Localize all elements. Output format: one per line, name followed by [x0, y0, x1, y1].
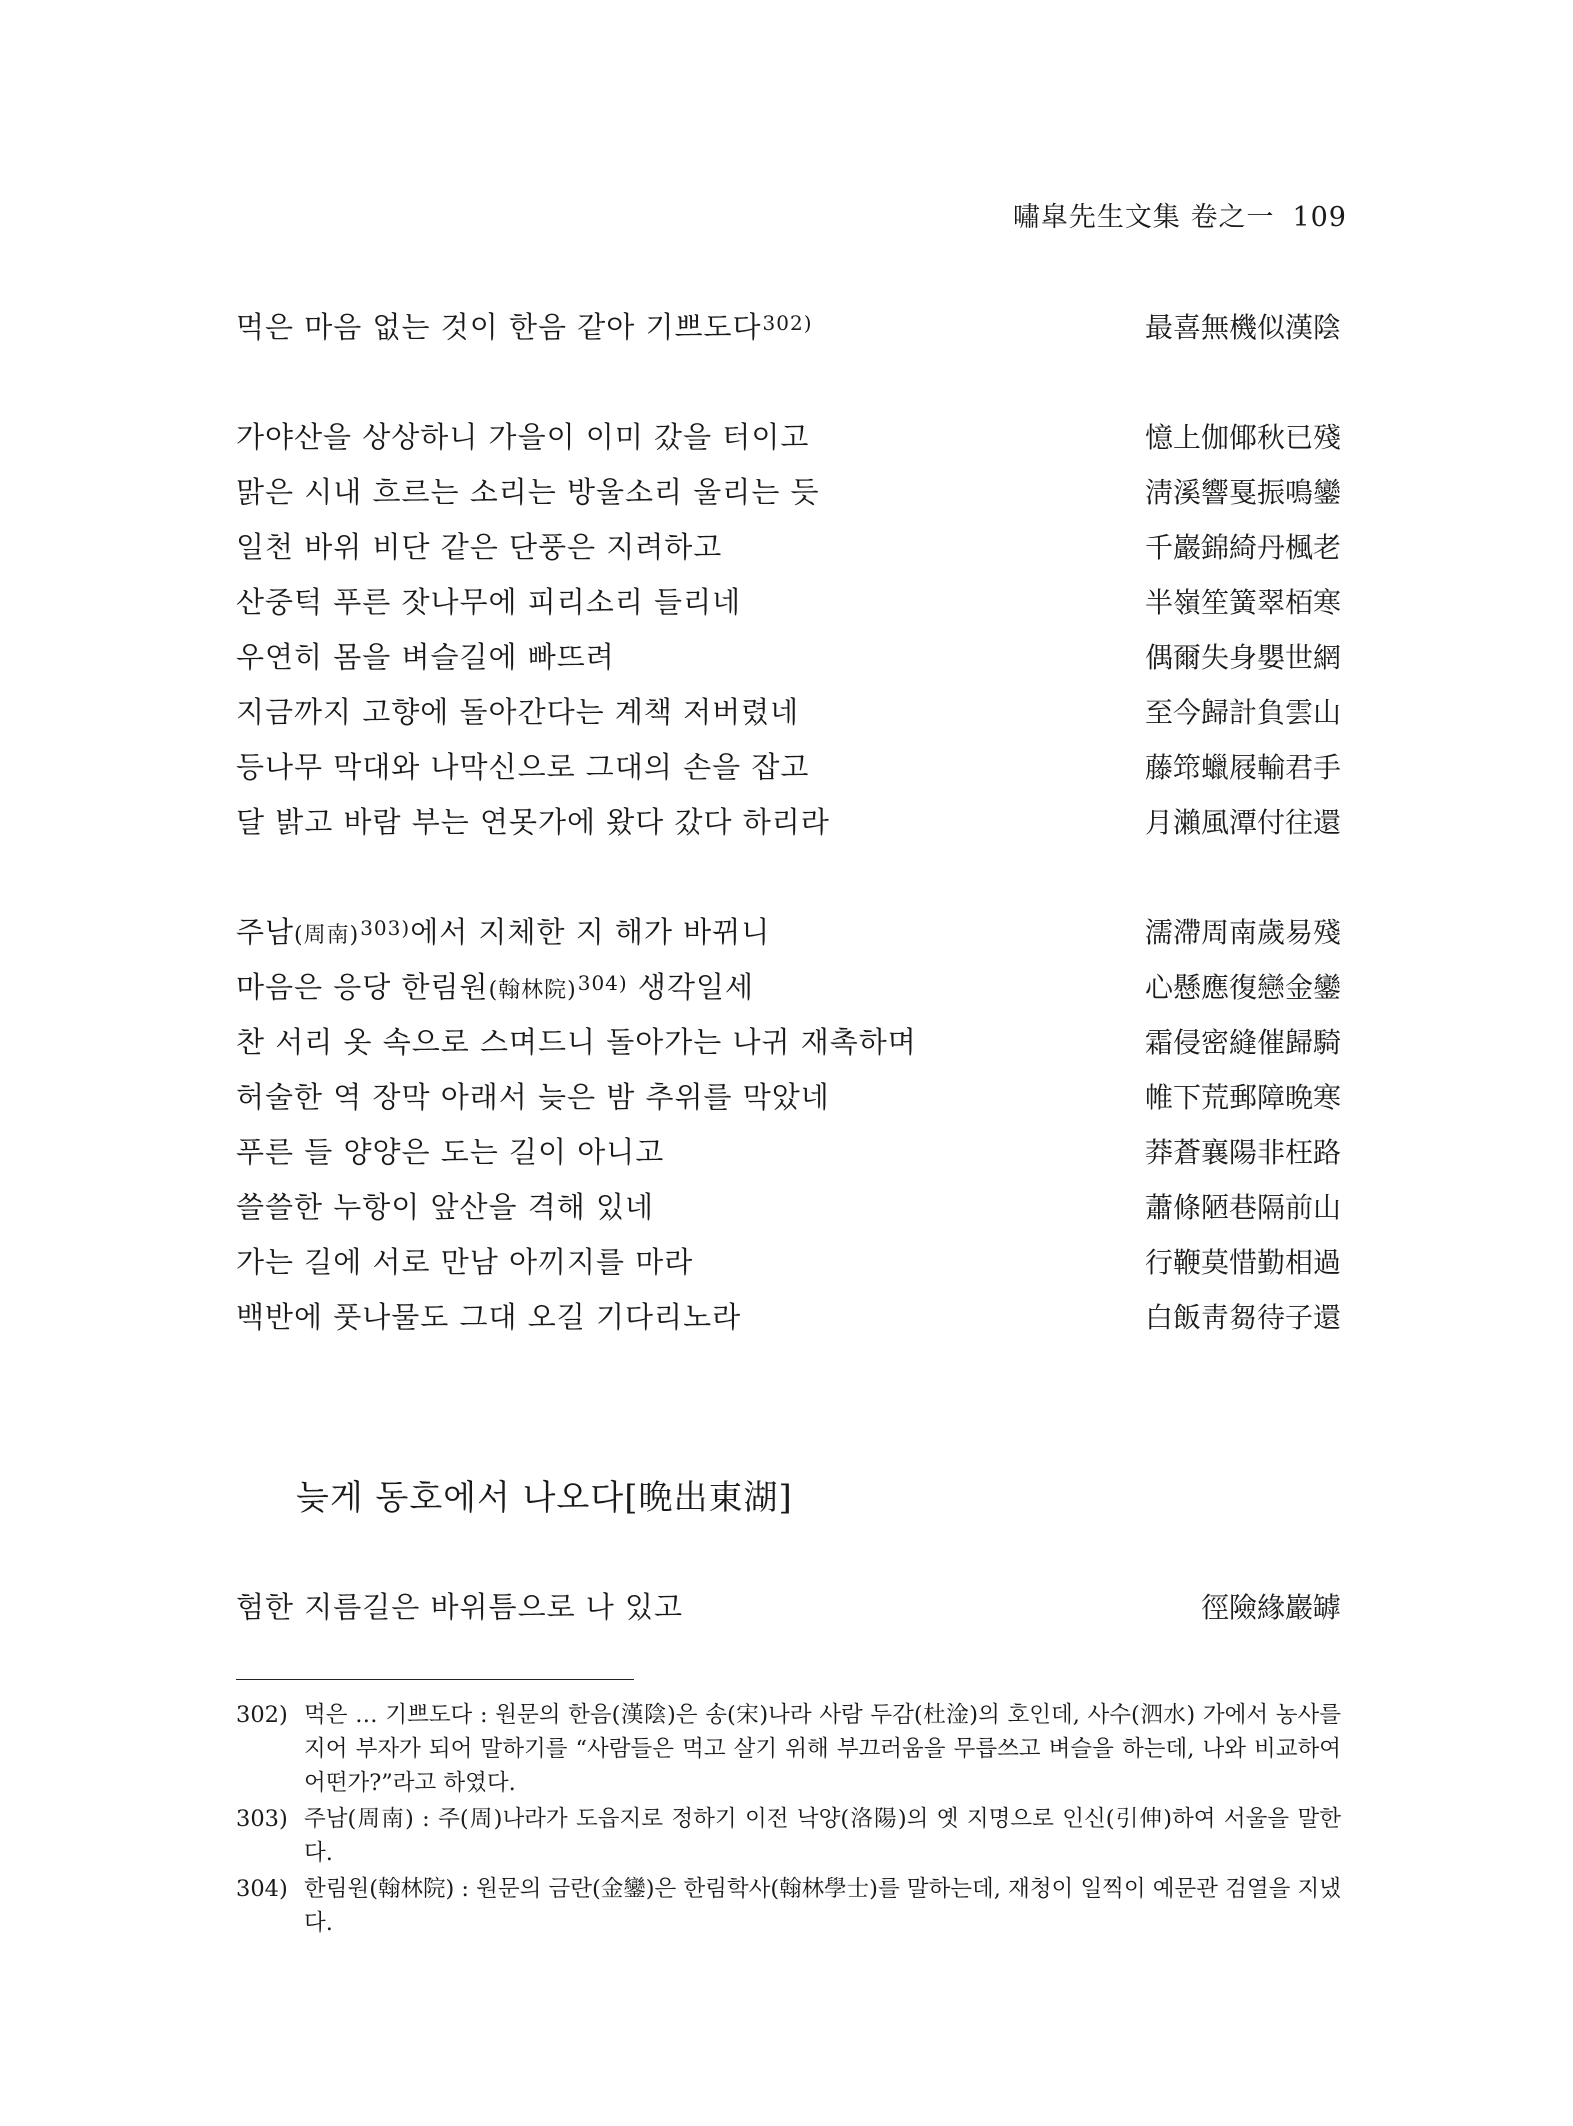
- header-title: 嘯皐先生文集 卷之一: [1012, 202, 1275, 233]
- chinese-text: 千巖錦綺丹楓老: [1144, 531, 1341, 564]
- poem-line: [236, 470, 1341, 525]
- korean-text: 백반에 풋나물도 그대 오길 기다리노라: [236, 1300, 742, 1334]
- chinese-text: 淸溪響戛振鳴鑾: [1144, 476, 1341, 509]
- korean-text: 생각일세: [627, 970, 754, 1004]
- footnote-text: 주남(周南) : 주(周)나라가 도읍지로 정하기 이전 낙양(洛陽)의 옛 지명으로 인신(引伸)하여 서울을 말한다.: [304, 1806, 1341, 1866]
- poem-line: [236, 635, 1341, 690]
- poem-stanza-1: [236, 415, 1341, 855]
- chinese-text: 心懸應復戀金鑾: [1144, 971, 1341, 1004]
- footnotes: [236, 1698, 1341, 1942]
- poem-title: 늦게 동호에서 나오다[晩出東湖]: [296, 1478, 793, 1518]
- hanja-gloss: (翰林院): [488, 978, 577, 1003]
- korean-text: 지금까지 고향에 돌아간다는 계책 저버렸네: [236, 695, 800, 729]
- chinese-text: 半嶺笙簧翠栢寒: [1144, 586, 1341, 619]
- korean-text: 쓸쓸한 누항이 앞산을 격해 있네: [236, 1190, 655, 1224]
- korean-text: 주남: [236, 915, 295, 949]
- chinese-text: 蕭條陋巷隔前山: [1144, 1191, 1341, 1224]
- poem-line: [236, 745, 1341, 800]
- poem-line: [236, 525, 1341, 580]
- poem-line: [236, 965, 1341, 1020]
- chinese-text: 偶爾失身嬰世網: [1144, 641, 1341, 674]
- korean-text: 등나무 막대와 나막신으로 그대의 손을 잡고: [236, 750, 810, 784]
- chinese-text: 最喜無機似漢陰: [1144, 311, 1341, 344]
- chinese-text: 藤筇蠟屐輸君手: [1144, 751, 1341, 784]
- korean-text: 달 밝고 바람 부는 연못가에 왔다 갔다 하리라: [236, 805, 830, 839]
- footnote: [236, 1872, 1341, 1940]
- footnote-ref: 304): [577, 971, 628, 995]
- footnote-number: 303): [236, 1806, 288, 1832]
- korean-text: 마음은 응당 한림원: [236, 970, 489, 1004]
- korean-text: 산중턱 푸른 잣나무에 피리소리 들리네: [236, 585, 742, 619]
- poem-line: [236, 1585, 1341, 1640]
- footnote-number: 304): [236, 1876, 288, 1902]
- footnote: [236, 1802, 1341, 1870]
- poem-line: [236, 690, 1341, 745]
- poem-line: [236, 305, 1341, 360]
- footnote-number: 302): [236, 1702, 288, 1728]
- footnote-divider: [236, 1679, 634, 1680]
- chinese-text: 憶上伽倻秋已殘: [1144, 421, 1341, 454]
- korean-text: 가야산을 상상하니 가을이 이미 갔을 터이고: [236, 420, 810, 454]
- korean-text: 일천 바위 비단 같은 단풍은 지려하고: [236, 530, 723, 564]
- poem-stanza-3: [236, 1585, 1341, 1640]
- footnote-text: 한림원(翰林院) : 원문의 금란(金鑾)은 한림학사(翰林學士)를 말하는데, 재청이 일찍이 예문관 검열을 지냈다.: [304, 1876, 1341, 1936]
- chinese-text: 徑險緣巖罅: [1200, 1591, 1341, 1624]
- poem-line: [236, 1295, 1341, 1350]
- footnote-ref: 302): [762, 311, 813, 335]
- korean-text: 우연히 몸을 벼슬길에 빠뜨려: [236, 640, 615, 674]
- korean-text: 허술한 역 장막 아래서 늦은 밤 추위를 막았네: [236, 1080, 830, 1114]
- poem-stanza-2: [236, 910, 1341, 1350]
- chinese-text: 月瀨風潭付往還: [1144, 806, 1341, 839]
- korean-text: 찬 서리 옷 속으로 스며드니 돌아가는 나귀 재촉하며: [236, 1025, 917, 1059]
- poem-line: [236, 1240, 1341, 1295]
- poem-line: [236, 1130, 1341, 1185]
- poem-line: [236, 415, 1341, 470]
- chinese-text: 白飯靑芻待子還: [1144, 1301, 1341, 1334]
- korean-text: 먹은 마음 없는 것이 한음 같아 기쁘도다: [236, 310, 762, 344]
- poem-line: [236, 800, 1341, 855]
- footnote: [236, 1698, 1341, 1800]
- hanja-gloss: (周南): [294, 923, 360, 948]
- footnote-text: 먹은 … 기쁘도다 : 원문의 한음(漢陰)은 송(宋)나라 사람 두감(杜淦)의 호인데, 사수(泗水) 가에서 농사를 지어 부자가 되어 말하기를 “사람들은 먹고 살기 위해 부끄러움을 무릅쓰고 벼슬을 하는데, 나와 비교하여 어떤가?”라고 하였다.: [304, 1702, 1341, 1796]
- chinese-text: 霜侵密縫催歸騎: [1144, 1026, 1341, 1059]
- korean-text: 에서 지체한 지 해가 바뀌니: [410, 915, 771, 949]
- footnote-ref: 303): [360, 916, 411, 940]
- page-number: 109: [1292, 202, 1347, 233]
- opening-line: [236, 305, 1341, 360]
- poem-line: [236, 1075, 1341, 1130]
- poem-line: [236, 1185, 1341, 1240]
- poem-line: [236, 1020, 1341, 1075]
- chinese-text: 行鞭莫惜勤相過: [1144, 1246, 1341, 1279]
- chinese-text: 至今歸計負雲山: [1144, 696, 1341, 729]
- poem-line: [236, 580, 1341, 635]
- korean-text: 가는 길에 서로 만남 아끼지를 마라: [236, 1245, 694, 1279]
- korean-text: 험한 지름길은 바위틈으로 나 있고: [236, 1590, 684, 1624]
- chinese-text: 莽蒼襄陽非枉路: [1144, 1136, 1341, 1169]
- chinese-text: 濡滯周南歲易殘: [1144, 916, 1341, 949]
- running-header: [1013, 195, 1347, 234]
- poem-line: [236, 910, 1341, 965]
- chinese-text: 帷下荒郵障晩寒: [1144, 1081, 1341, 1114]
- korean-text: 맑은 시내 흐르는 소리는 방울소리 울리는 듯: [236, 475, 820, 509]
- korean-text: 푸른 들 양양은 도는 길이 아니고: [236, 1135, 665, 1169]
